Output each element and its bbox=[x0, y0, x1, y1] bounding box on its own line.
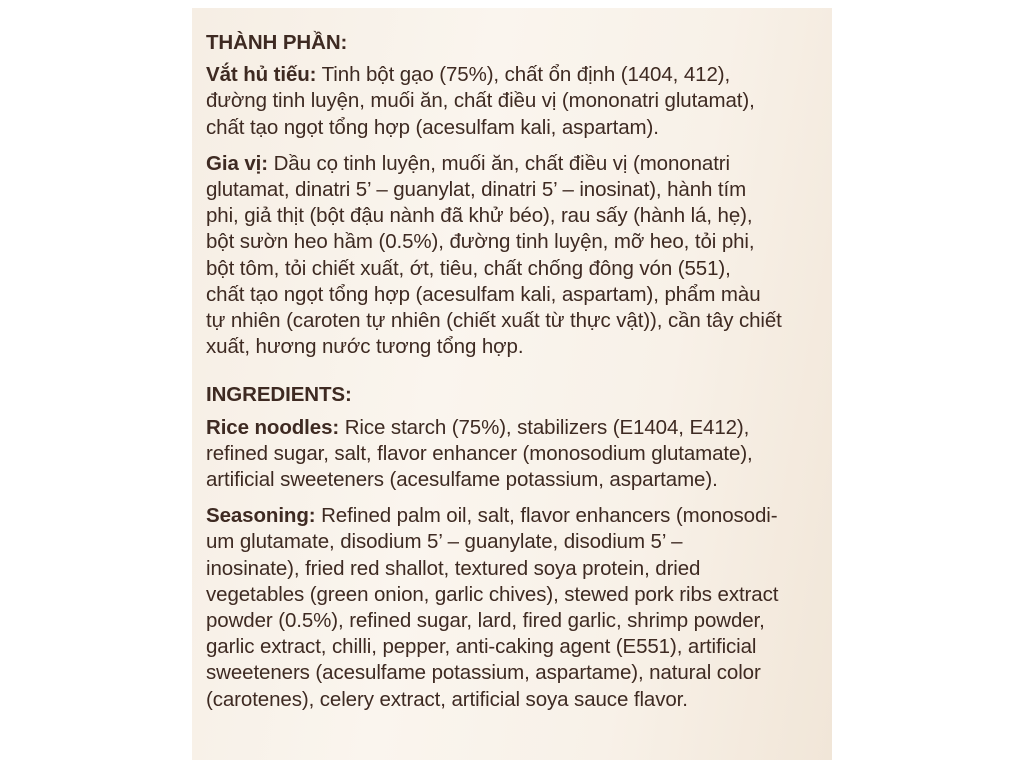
text-line: tự nhiên (caroten tự nhiên (chiết xuất từ thực vật)), cần tây chiết bbox=[206, 309, 782, 333]
text-line-content: Rice starch (75%), stabilizers (E1404, E412), bbox=[339, 415, 750, 439]
english-heading: INGREDIENTS: bbox=[206, 383, 352, 407]
text-line: refined sugar, salt, flavor enhancer (monosodium glutamate), bbox=[206, 441, 753, 465]
text-line: um glutamate, disodium 5’ – guanylate, disodium 5’ – bbox=[206, 530, 683, 554]
text-line: inosinate), fried red shallot, textured soya protein, dried bbox=[206, 556, 701, 580]
text-line: xuất, hương nước tương tổng hợp. bbox=[206, 335, 524, 359]
text-line bbox=[206, 151, 818, 177]
english-seasoning-paragraph bbox=[206, 503, 818, 713]
text-line: chất tạo ngọt tổng hợp (acesulfam kali, aspartam). bbox=[206, 115, 659, 139]
text-line bbox=[206, 62, 818, 88]
text-line: chất tạo ngọt tổng hợp (acesulfam kali, aspartam), phẩm màu bbox=[206, 282, 761, 306]
english-seasoning-label: Seasoning: bbox=[206, 504, 316, 528]
text-line-content: Dầu cọ tinh luyện, muối ăn, chất điều vị (mononatri bbox=[267, 151, 730, 175]
text-line: bột tôm, tỏi chiết xuất, ớt, tiêu, chất chống đông vón (551), bbox=[206, 256, 731, 280]
text-line: glutamat, dinatri 5’ – guanylat, dinatri 5’ – inosinat), hành tím bbox=[206, 178, 747, 202]
text-line: artificial sweeteners (acesulfame potassium, aspartame). bbox=[206, 468, 718, 492]
text-line: garlic extract, chilli, pepper, anti-caking agent (E551), artificial bbox=[206, 635, 757, 659]
vietnamese-heading: THÀNH PHẦN: bbox=[206, 31, 348, 54]
vietnamese-noodles-paragraph bbox=[206, 62, 818, 141]
vietnamese-noodles-label: Vắt hủ tiếu: bbox=[206, 63, 317, 87]
text-line: vegetables (green onion, garlic chives), stewed pork ribs extract bbox=[206, 582, 779, 606]
text-line: bột sườn heo hầm (0.5%), đường tinh luyện, mỡ heo, tỏi phi, bbox=[206, 230, 755, 254]
text-line-content: Tinh bột gạo (75%), chất ổn định (1404, 412), bbox=[316, 63, 731, 87]
ingredients-label bbox=[206, 30, 818, 723]
ingredients-label-photo bbox=[192, 8, 832, 760]
english-noodles-label: Rice noodles: bbox=[206, 415, 340, 439]
text-line-content: Refined palm oil, salt, flavor enhancers (monosodi- bbox=[315, 504, 778, 528]
text-line bbox=[206, 503, 818, 529]
english-noodles-paragraph bbox=[206, 415, 818, 494]
vietnamese-seasoning-paragraph bbox=[206, 151, 818, 361]
text-line: powder (0.5%), refined sugar, lard, fired garlic, shrimp powder, bbox=[206, 609, 765, 633]
text-line: (carotenes), celery extract, artificial soya sauce flavor. bbox=[206, 687, 688, 711]
text-line bbox=[206, 415, 818, 441]
text-line: phi, giả thịt (bột đậu nành đã khử béo), rau sấy (hành lá, hẹ), bbox=[206, 204, 753, 228]
text-line: đường tinh luyện, muối ăn, chất điều vị (mononatri glutamat), bbox=[206, 89, 755, 113]
vietnamese-seasoning-label: Gia vị: bbox=[206, 151, 268, 175]
text-line: sweeteners (acesulfame potassium, aspartame), natural color bbox=[206, 661, 761, 685]
